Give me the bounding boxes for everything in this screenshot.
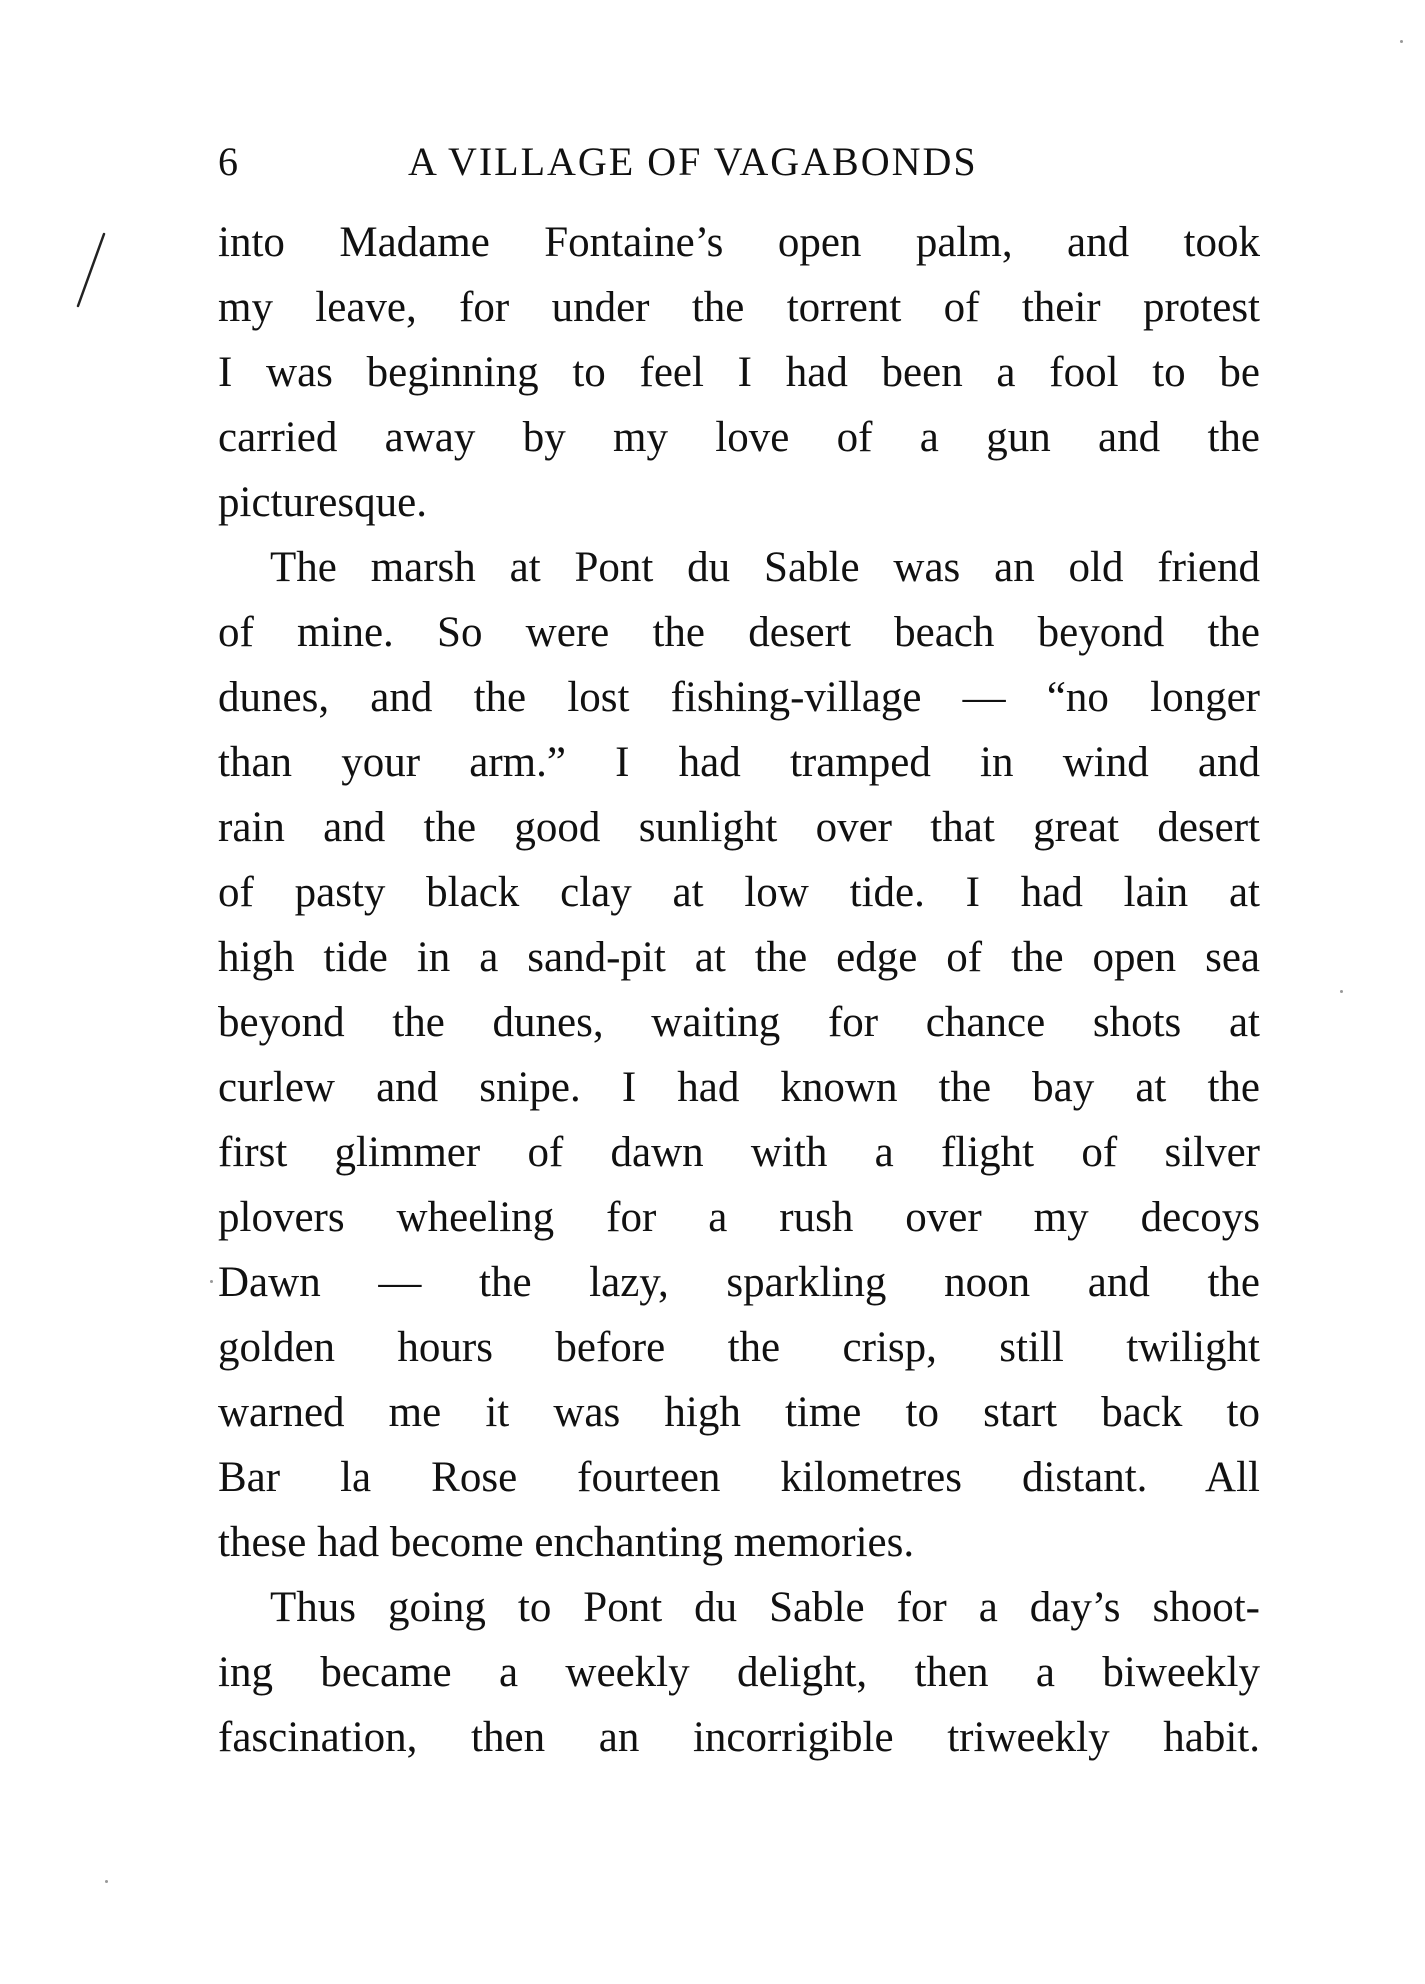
- text-line: these had become enchanting memories.: [218, 1519, 915, 1566]
- running-head: [218, 138, 1258, 198]
- text-line: curlew and snipe. I had known the bay at the: [218, 1064, 1260, 1111]
- book-title: A VILLAGE OF VAGABONDS: [408, 139, 978, 184]
- text-line: of mine. So were the desert beach beyond the: [218, 609, 1260, 656]
- text-line: into Madame Fontaine’s open palm, and took: [218, 219, 1260, 266]
- paper-speck: [1340, 990, 1343, 993]
- text-line: fascination, then an incorrigible triweekly habit.: [218, 1714, 1260, 1761]
- text-line: than your arm.” I had tramped in wind and: [218, 739, 1260, 786]
- text-line: The marsh at Pont du Sable was an old friend: [270, 544, 1260, 591]
- text-line: picturesque.: [218, 479, 427, 526]
- paper-speck: [105, 1880, 108, 1883]
- paper-speck: [1400, 40, 1403, 43]
- pencil-mark-icon: [70, 230, 110, 310]
- text-line: dunes, and the lost fishing-village — “no longer: [218, 674, 1260, 721]
- text-line: golden hours before the crisp, still twilight: [218, 1324, 1260, 1371]
- text-line: of pasty black clay at low tide. I had lain at: [218, 869, 1260, 916]
- paper-speck: [210, 1280, 213, 1283]
- text-line: I was beginning to feel I had been a fool to be: [218, 349, 1260, 396]
- text-line: beyond the dunes, waiting for chance shots at: [218, 999, 1260, 1046]
- text-line: my leave, for under the torrent of their protest: [218, 284, 1260, 331]
- text-line: Bar la Rose fourteen kilometres distant. All: [218, 1454, 1260, 1501]
- text-line: carried away by my love of a gun and the: [218, 414, 1260, 461]
- body-text: [218, 210, 1260, 1770]
- text-line: ing became a weekly delight, then a biweekly: [218, 1649, 1260, 1696]
- text-line: Dawn — the lazy, sparkling noon and the: [218, 1259, 1260, 1306]
- text-line: rain and the good sunlight over that great desert: [218, 804, 1260, 851]
- page-number: 6: [218, 139, 240, 184]
- text-line: Thus going to Pont du Sable for a day’s shoot-: [270, 1584, 1260, 1631]
- text-line: warned me it was high time to start back to: [218, 1389, 1260, 1436]
- text-line: plovers wheeling for a rush over my decoys: [218, 1194, 1260, 1241]
- text-line: high tide in a sand-pit at the edge of the open sea: [218, 934, 1260, 981]
- text-line: first glimmer of dawn with a flight of silver: [218, 1129, 1260, 1176]
